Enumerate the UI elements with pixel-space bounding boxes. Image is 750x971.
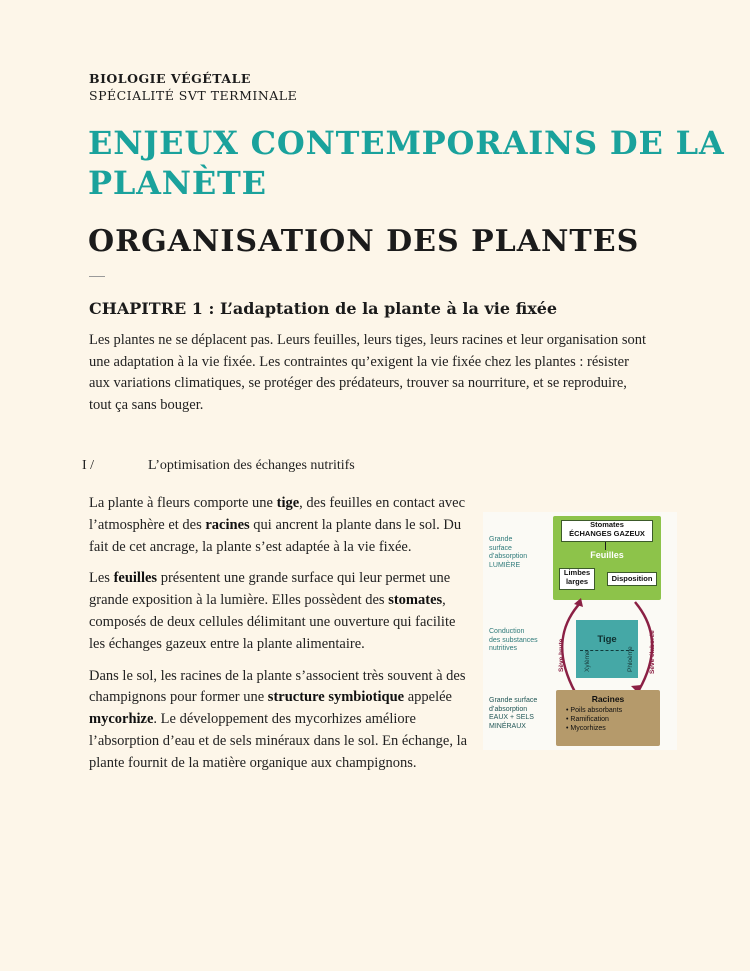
text-run: , des feuilles en contact avec l’atmosphère et des: [89, 495, 466, 533]
keyword-stomates: stomates: [388, 592, 443, 609]
level-label: SPÉCIALITÉ SVT TERMINALE: [89, 88, 298, 103]
paragraph-mycorhize: [89, 666, 475, 775]
text-run: appelée: [404, 689, 452, 706]
label-light-absorption: [489, 536, 527, 570]
intro-paragraph: Les plantes ne se déplacent pas. Leurs feuilles, leurs tiges, leurs racines et leur organisation sont une adaptation à la vie fixée. Les contraintes qu’exigent la vie fixée chez les plantes : résister aux variations climatiques, se protéger des prédateurs, trouver sa nourriture, et se reproduire, tout ça sans bouger.: [89, 332, 647, 413]
stomates-subtitle: ÉCHANGES GAZEUX: [569, 528, 645, 538]
plant-organisation-figure: [483, 512, 677, 750]
subject-label: BIOLOGIE VÉGÉTALE: [89, 71, 251, 86]
racines-label: Racines: [591, 694, 625, 704]
title-divider: [89, 276, 105, 277]
section-title: L’optimisation des échanges nutritifs: [148, 458, 355, 473]
page-subtitle: ORGANISATION DES PLANTES: [88, 224, 640, 259]
list-item: • Mycorhizes: [566, 725, 606, 732]
keyword-racines: racines: [205, 516, 250, 533]
label-line: EAUX + SELS: [489, 714, 534, 721]
tige-label: Tige: [597, 634, 617, 645]
label-line: nutritives: [489, 645, 518, 652]
label-line: Grande: [489, 536, 513, 543]
page-title: ENJEUX CONTEMPORAINS DE LA PLANÈTE: [88, 124, 725, 202]
section-number: I /: [82, 458, 95, 473]
section-heading: [82, 458, 482, 474]
keyword-structure-symbiotique: structure symbiotique: [267, 689, 405, 706]
text-run: Les: [89, 570, 114, 587]
label-line: MINÉRAUX: [489, 722, 526, 730]
text-run: Dans le sol, les racines de la plante s’associent très souvent à des champignons pour former une: [89, 667, 466, 706]
feuilles-label: Feuilles: [590, 550, 624, 560]
label-water-absorption: [489, 697, 537, 731]
roots-box: [556, 690, 660, 746]
limbes-line: Limbes: [563, 568, 591, 577]
arrow-line: [605, 542, 606, 550]
seve-brute-label: Sève brute: [558, 638, 565, 672]
chapter-heading: [89, 299, 689, 318]
label-line: Conduction: [489, 628, 525, 635]
text-run: . Le développement des mycorhizes améliore l’absorption d’eau et de sels minéraux dans le sol. En échange, la plante fournit de la matière organique aux champignons.: [89, 711, 468, 771]
phloeme-label: Phloème: [627, 646, 634, 672]
label-conduction: [489, 628, 538, 654]
label-line: surface: [489, 544, 512, 552]
chapter-title: L’adaptation de la plante à la vie fixée: [219, 299, 558, 318]
keyword-feuilles: feuilles: [113, 570, 158, 587]
limbes-line: larges: [565, 576, 589, 586]
text-run: présentent une grande surface qui leur permet une grande exposition à la lumière. Elles possèdent des: [89, 570, 451, 609]
stomates-box: [561, 520, 653, 542]
chapter-label: CHAPITRE 1 :: [89, 299, 215, 318]
label-line: d’absorption: [489, 705, 528, 713]
limbes-box: [559, 568, 595, 590]
text-run: , composés de deux cellules délimitant une ouverture qui facilite les échanges gazeux entre la plante alimentaire.: [89, 592, 456, 652]
disposition-box: Disposition: [607, 572, 657, 586]
body-column: [89, 493, 475, 785]
label-line: des substances: [489, 636, 538, 644]
label-line: d’absorption: [489, 553, 528, 560]
text-run: La plante à fleurs comporte une: [89, 495, 277, 511]
list-item: • Poils absorbants: [566, 707, 623, 714]
seve-elaboree-label: Sève élaborée: [649, 630, 656, 674]
text-run: qui ancrent la plante dans le sol. Du fait de cet ancrage, la plante s’est adaptée à la vie fixée.: [89, 516, 462, 555]
xyleme-label: Xylème: [584, 650, 591, 672]
stomates-title: Stomates: [590, 520, 624, 529]
keyword-mycorhize: mycorhize: [89, 711, 154, 728]
label-line: Grande surface: [489, 697, 538, 704]
paragraph-tige: [89, 493, 475, 558]
list-item: • Ramification: [566, 716, 609, 723]
leaves-box: [553, 516, 661, 600]
header-block: [89, 70, 389, 104]
racines-list: [566, 706, 622, 733]
label-line: LUMIÈRE: [489, 561, 521, 569]
paragraph-feuilles: [89, 568, 475, 655]
keyword-tige: tige: [276, 495, 300, 511]
